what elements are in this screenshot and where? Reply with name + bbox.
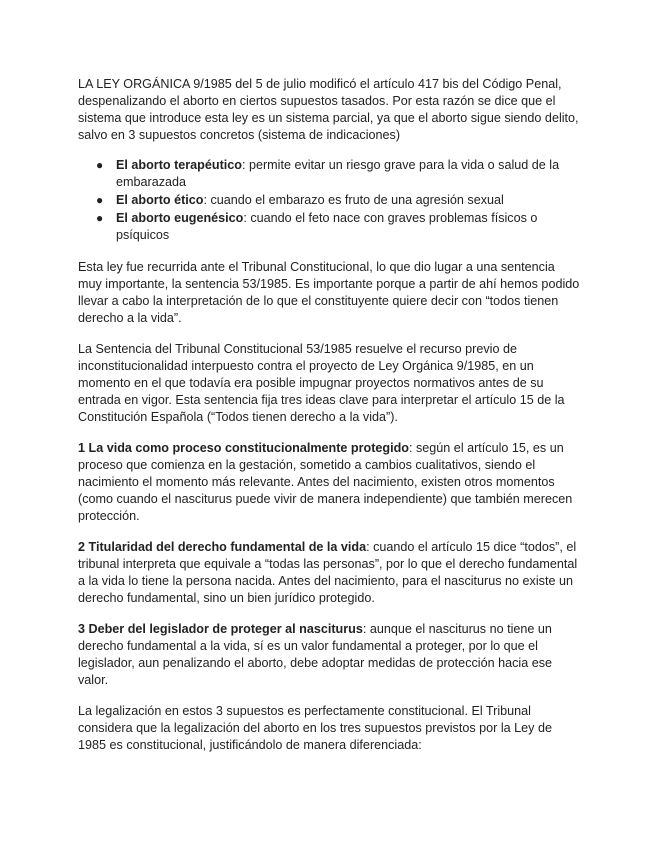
- supuesto-text: : permite evitar un riesgo grave para la vida o salud de la embarazada: [116, 158, 560, 189]
- final-paragraph: La legalización en estos 3 supuestos es perfectamente constitucional. El Tribunal considera que la legalización del aborto en los tres supuestos previstos por la Ley de 1985 es constitucional, justificándolo de manera diferenciada:: [78, 704, 552, 752]
- supuesto-text: : cuando el feto nace con graves problemas físicos o psíquicos: [116, 211, 538, 242]
- idea-title: 1 La vida como proceso constitucionalmente protegido: [78, 441, 409, 455]
- supuestos-list: [78, 157, 581, 244]
- supuesto-text: : cuando el embarazo es fruto de una agresión sexual: [203, 193, 504, 207]
- intro-paragraph: LA LEY ORGÁNICA 9/1985 del 5 de julio modificó el artículo 417 bis del Código Penal, despenalizando el aborto en ciertos supuestos tasados. Por esta razón se dice que el sistema que introduce esta ley es un sistema parcial, ya que el aborto sigue siendo delito, salvo en 3 supuestos concretos (sistema de indicaciones): [78, 77, 579, 142]
- list-item: [96, 157, 581, 191]
- list-item: [96, 192, 581, 209]
- idea-text: : cuando el artículo 15 dice “todos”, el tribunal interpreta que equivale a “todas las personas”, por lo que el derecho fundamental a la vida lo tiene la persona nacida. Antes del nacimiento, para el nasciturus no existe un derecho fundamental, sino un bien jurídico protegido.: [78, 540, 578, 605]
- bullet-icon: ●: [96, 158, 104, 172]
- sentencia-paragraph: La Sentencia del Tribunal Constitucional 53/1985 resuelve el recurso previo de inconstitucionalidad interpuesto contra el proyecto de Ley Orgánica 9/1985, en un momento en el que todavía era posible impugnar proyectos normativos antes de su entrada en vigor. Esta sentencia fija tres ideas clave para interpretar el artículo 15 de la Constitución Española (“Todos tienen derecho a la vida”).: [78, 342, 565, 424]
- idea-text: : según el artículo 15, es un proceso que comienza en la gestación, sometido a cambios cualitativos, siendo el nacimiento el momento más relevante. Antes del nacimiento, existen otros momentos (como cuando el nasciturus puede vivir de manera independiente) que también merecen protección.: [78, 441, 573, 523]
- list-item: [96, 210, 581, 244]
- idea-paragraph: [78, 440, 581, 525]
- bullet-icon: ●: [96, 211, 104, 225]
- supuesto-title: El aborto eugenésico: [116, 211, 244, 225]
- bullet-icon: ●: [96, 193, 104, 207]
- idea-paragraph: [78, 621, 581, 689]
- idea-paragraph: [78, 539, 581, 607]
- recurso-paragraph: Esta ley fue recurrida ante el Tribunal Constitucional, lo que dio lugar a una sentencia muy importante, la sentencia 53/1985. Es importante porque a partir de ahí hemos podido llevar a cabo la interpretación de lo que el constituyente quiere decir con “todos tienen derecho a la vida”.: [78, 260, 580, 325]
- idea-text: : aunque el nasciturus no tiene un derecho fundamental a la vida, sí es un valor fundamental a proteger, por lo que el legislador, aun penalizando el aborto, debe adoptar medidas de protección hacia ese valor.: [78, 622, 552, 687]
- idea-title: 2 Titularidad del derecho fundamental de la vida: [78, 540, 367, 554]
- document-body: [78, 76, 581, 768]
- supuesto-title: El aborto ético: [116, 193, 204, 207]
- idea-title: 3 Deber del legislador de proteger al nasciturus: [78, 622, 363, 636]
- supuesto-title: El aborto terapéutico: [116, 158, 242, 172]
